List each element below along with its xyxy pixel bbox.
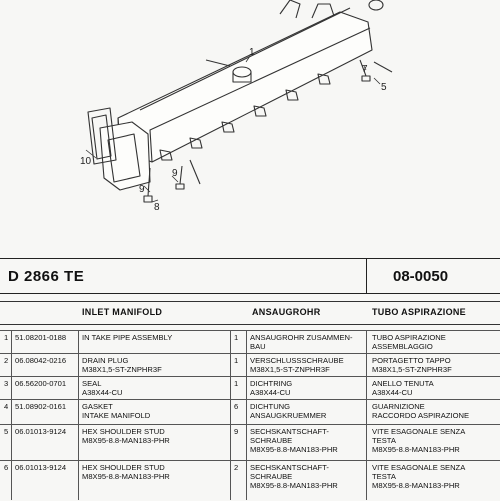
callout-9b: 9 xyxy=(172,168,178,179)
callout-1: 1 xyxy=(249,47,255,58)
italian-line: M38X1,5-ST-ZNPHR3F xyxy=(372,365,452,374)
german-line: BAU xyxy=(250,342,266,351)
italian-line: M8X95-8.8-MAN183-PHR xyxy=(372,481,460,490)
callout-9a: 9 xyxy=(139,184,145,195)
table-row xyxy=(0,330,500,353)
pos-cell: 5 xyxy=(4,427,9,436)
pos-cell: 2 xyxy=(4,356,9,365)
english-line: HEX SHOULDER STUD xyxy=(82,427,165,436)
german-line: SCHRAUBE xyxy=(250,472,293,481)
italian-line: RACCORDO ASPIRAZIONE xyxy=(372,411,470,420)
column-rule xyxy=(78,330,79,500)
qty-cell: 1 xyxy=(234,356,239,365)
italian-line: TUBO ASPIRAZIONE xyxy=(372,333,446,342)
column-rule xyxy=(11,330,12,500)
english-line: M38X1,5-ST-ZNPHR3F xyxy=(82,365,162,374)
part-number-cell: 06.01013-9124 xyxy=(15,427,67,436)
english-line: GASKET xyxy=(82,402,113,411)
callout-7: 7 xyxy=(362,64,368,75)
part-number-cell: 06.01013-9124 xyxy=(15,463,67,472)
group-code: 08-0050 xyxy=(393,268,449,285)
column-rule xyxy=(230,330,231,500)
german-line: DICHTRING xyxy=(250,379,293,388)
german-line: ANSAUGROHR ZUSAMMEN- xyxy=(250,333,353,342)
heading-german: ANSAUGROHR xyxy=(252,307,321,317)
title-bar xyxy=(0,258,500,294)
english-line: IN TAKE PIPE ASSEMBLY xyxy=(82,333,173,342)
italian-line: VITE ESAGONALE SENZA xyxy=(372,463,466,472)
pos-cell: 4 xyxy=(4,402,9,411)
german-line: DICHTUNG xyxy=(250,402,291,411)
pos-cell: 6 xyxy=(4,463,9,472)
german-line: ANSAUGKRUEMMER xyxy=(250,411,327,420)
pos-cell: 3 xyxy=(4,379,9,388)
column-headings xyxy=(0,301,500,325)
english-line: HEX SHOULDER STUD xyxy=(82,463,165,472)
callout-10: 10 xyxy=(80,156,92,167)
german-line: SECHSKANTSCHAFT- xyxy=(250,463,329,472)
italian-line: ASSEMBLAGGIO xyxy=(372,342,433,351)
italian-line: TESTA xyxy=(372,436,396,445)
german-line: M8X95-8.8-MAN183-PHR xyxy=(250,481,338,490)
german-line: SCHRAUBE xyxy=(250,436,293,445)
part-number-cell: 06.56200-0701 xyxy=(15,379,67,388)
heading-italian: TUBO ASPIRAZIONE xyxy=(372,307,466,317)
part-number-cell: 06.08042-0216 xyxy=(15,356,67,365)
part-number-cell: 51.08902-0161 xyxy=(15,402,67,411)
english-line: SEAL xyxy=(82,379,102,388)
qty-cell: 6 xyxy=(234,402,239,411)
engine-model: D 2866 TE xyxy=(8,268,85,285)
table-row xyxy=(0,424,500,457)
qty-cell: 2 xyxy=(234,463,239,472)
english-line: M8X95-8.8-MAN183-PHR xyxy=(82,472,170,481)
italian-line: PORTAGETTO TAPPO xyxy=(372,356,451,365)
english-line: INTAKE MANIFOLD xyxy=(82,411,151,420)
qty-cell: 9 xyxy=(234,427,239,436)
table-row xyxy=(0,399,500,422)
qty-cell: 1 xyxy=(234,379,239,388)
callout-5: 5 xyxy=(381,82,387,93)
heading-english: INLET MANIFOLD xyxy=(82,307,163,317)
pos-cell: 1 xyxy=(4,333,9,342)
english-line: M8X95-8.8-MAN183-PHR xyxy=(82,436,170,445)
column-rule xyxy=(246,330,247,500)
english-line: A38X44-CU xyxy=(82,388,123,397)
italian-line: A38X44-CU xyxy=(372,388,413,397)
table-row xyxy=(0,353,500,376)
table-row xyxy=(0,376,500,399)
german-line: VERSCHLUSSSCHRAUBE xyxy=(250,356,344,365)
part-number-cell: 51.08201-0188 xyxy=(15,333,67,342)
english-line: DRAIN PLUG xyxy=(82,356,129,365)
german-line: M38X1,5-ST-ZNPHR3F xyxy=(250,365,330,374)
column-rule xyxy=(366,330,367,500)
callout-8: 8 xyxy=(154,202,160,213)
german-line: A38X44-CU xyxy=(250,388,291,397)
italian-line: VITE ESAGONALE SENZA xyxy=(372,427,466,436)
german-line: SECHSKANTSCHAFT- xyxy=(250,427,329,436)
title-divider xyxy=(366,259,367,293)
italian-line: TESTA xyxy=(372,472,396,481)
italian-line: ANELLO TENUTA xyxy=(372,379,434,388)
german-line: M8X95-8.8-MAN183-PHR xyxy=(250,445,338,454)
italian-line: M8X95-8.8-MAN183-PHR xyxy=(372,445,460,454)
qty-cell: 1 xyxy=(234,333,239,342)
table-row xyxy=(0,460,500,501)
italian-line: GUARNIZIONE xyxy=(372,402,425,411)
